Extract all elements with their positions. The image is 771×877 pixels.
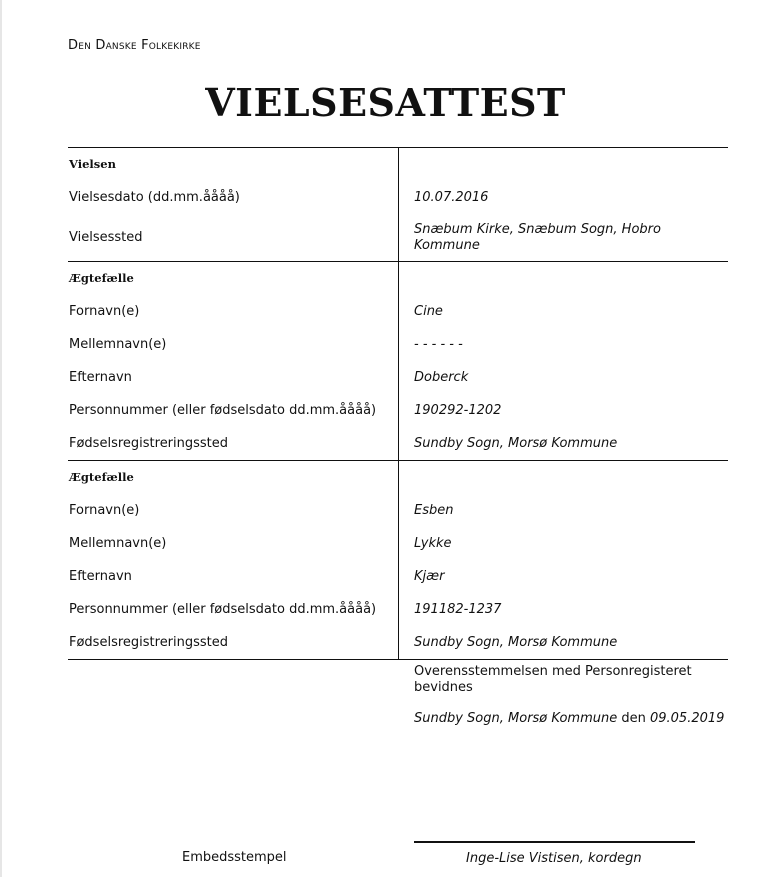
field-label: Fornavn(e)	[69, 304, 140, 319]
section-spouse-2	[68, 460, 728, 659]
field-label: Efternavn	[69, 569, 132, 584]
document-title: VIELSESATTEST	[205, 80, 566, 125]
first-name-value: Cine	[414, 303, 443, 319]
birth-registration-value: Sundby Sogn, Morsø Kommune	[414, 634, 618, 650]
first-name-value: Esben	[414, 502, 454, 518]
middle-name-value: - - - - - -	[414, 336, 463, 352]
church-organization: Den Danske Folkekirke	[68, 38, 201, 53]
wedding-date-value: 10.07.2016	[414, 189, 489, 205]
section-heading: Ægtefælle	[69, 271, 134, 285]
signer-name: Inge-Lise Vistisen, kordegn	[466, 851, 642, 866]
issue-place: Sundby Sogn, Morsø Kommune	[414, 711, 618, 726]
field-label: Vielsessted	[69, 230, 143, 245]
column-divider	[398, 461, 399, 659]
issue-date: 09.05.2019	[649, 711, 725, 726]
date-prefix: den	[617, 711, 650, 726]
middle-name-value: Lykke	[414, 535, 452, 551]
field-label: Fødselsregistreringssted	[69, 635, 229, 650]
signature-line	[414, 841, 695, 843]
section-spouse-1	[68, 261, 728, 460]
cpr-value: 190292-1202	[414, 402, 502, 418]
wedding-place-value: Snæbum Kirke, Snæbum Sogn, Hobro Kommune	[414, 221, 661, 253]
field-label: Mellemnavn(e)	[69, 536, 167, 551]
official-stamp-label: Embedsstempel	[182, 850, 287, 865]
field-label: Personnummer (eller fødselsdato dd.mm.åååå)	[69, 403, 377, 418]
column-divider	[398, 262, 399, 460]
certificate-table	[68, 147, 728, 660]
section-heading: Vielsen	[69, 157, 116, 171]
field-label: Vielsesdato (dd.mm.åååå)	[69, 190, 240, 205]
page-edge	[0, 0, 2, 877]
table-bottom-rule	[68, 659, 728, 660]
field-label: Mellemnavn(e)	[69, 337, 167, 352]
last-name-value: Kjær	[414, 568, 445, 584]
field-label: Personnummer (eller fødselsdato dd.mm.åååå)	[69, 602, 377, 617]
last-name-value: Doberck	[414, 369, 469, 385]
section-wedding	[68, 147, 728, 261]
registry-confirmation: Overensstemmelsen med Personregisteret bevidnes	[414, 664, 692, 695]
column-divider	[398, 148, 399, 261]
field-label: Efternavn	[69, 370, 132, 385]
field-label: Fornavn(e)	[69, 503, 140, 518]
field-label: Fødselsregistreringssted	[69, 436, 229, 451]
cpr-value: 191182-1237	[414, 601, 502, 617]
place-and-date	[414, 711, 724, 726]
birth-registration-value: Sundby Sogn, Morsø Kommune	[414, 435, 618, 451]
section-heading: Ægtefælle	[69, 470, 134, 484]
